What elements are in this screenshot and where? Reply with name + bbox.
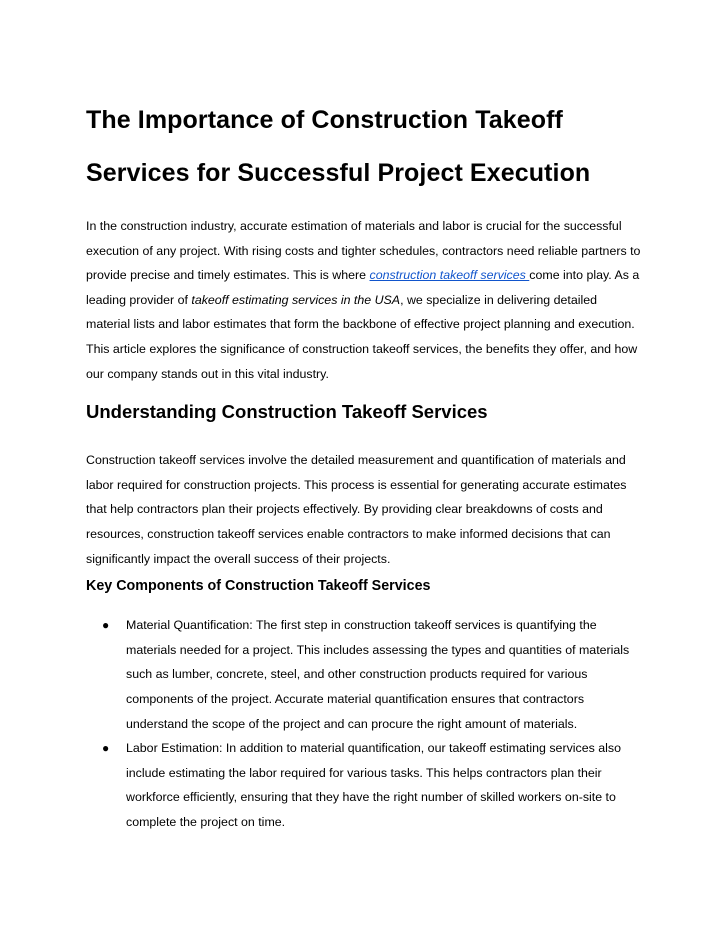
understanding-paragraph: Construction takeoff services involve the detailed measurement and quantification of materials and labor required for construction projects. This process is essential for generating accurate estimates that help contractors plan their projects effectively. By providing clear breakdowns of costs and resources, construction takeoff services enable contractors to make informed decisions that can significantly impact the overall success of their projects. [86,453,627,566]
list-item [86,613,642,736]
section-heading-understanding: Understanding Construction Takeoff Services [86,401,488,423]
intro-paragraph [86,214,642,386]
construction-takeoff-services-link[interactable]: construction takeoff services [369,268,530,283]
key-components-list [86,613,642,834]
intro-italic-text: takeoff estimating services in the USA [191,292,401,307]
bullet-icon: ● [102,741,110,756]
document-page [86,94,642,834]
document-title: The Importance of Construction Takeoff Services for Successful Project Execution [86,106,591,187]
list-item [86,736,642,834]
list-item-text: Labor Estimation: In addition to material quantification, our takeoff estimating services also include estimating the labor required for various tasks. This helps contractors plan their workforce efficiently, ensuring that they have the right number of skilled workers on-site to complete the project on time. [126,741,621,829]
bullet-icon: ● [102,618,110,633]
intro-text-2: come into play. As a leading provider of [86,268,640,307]
section-heading-key-components: Key Components of Construction Takeoff Services [86,578,431,595]
intro-text-3: , we specialize in delivering detailed material lists and labor estimates that form the backbone of effective project planning and execution. This article explores the significance of construction takeoff services, the benefits they offer, and how our company stands out in this vital industry. [86,292,638,381]
intro-text-1: In the construction industry, accurate estimation of materials and labor is crucial for the successful execution of any project. With rising costs and tighter schedules, contractors need reliable partners to provide precise and timely estimates. This is where [86,219,641,283]
list-item-text: Material Quantification: The first step in construction takeoff services is quantifying the materials needed for a project. This includes assessing the types and quantities of materials such as lumber, concrete, steel, and other construction products required for various components of the project. Accurate material quantification ensures that contractors understand the scope of the project and can procure the right amount of materials. [126,618,630,731]
